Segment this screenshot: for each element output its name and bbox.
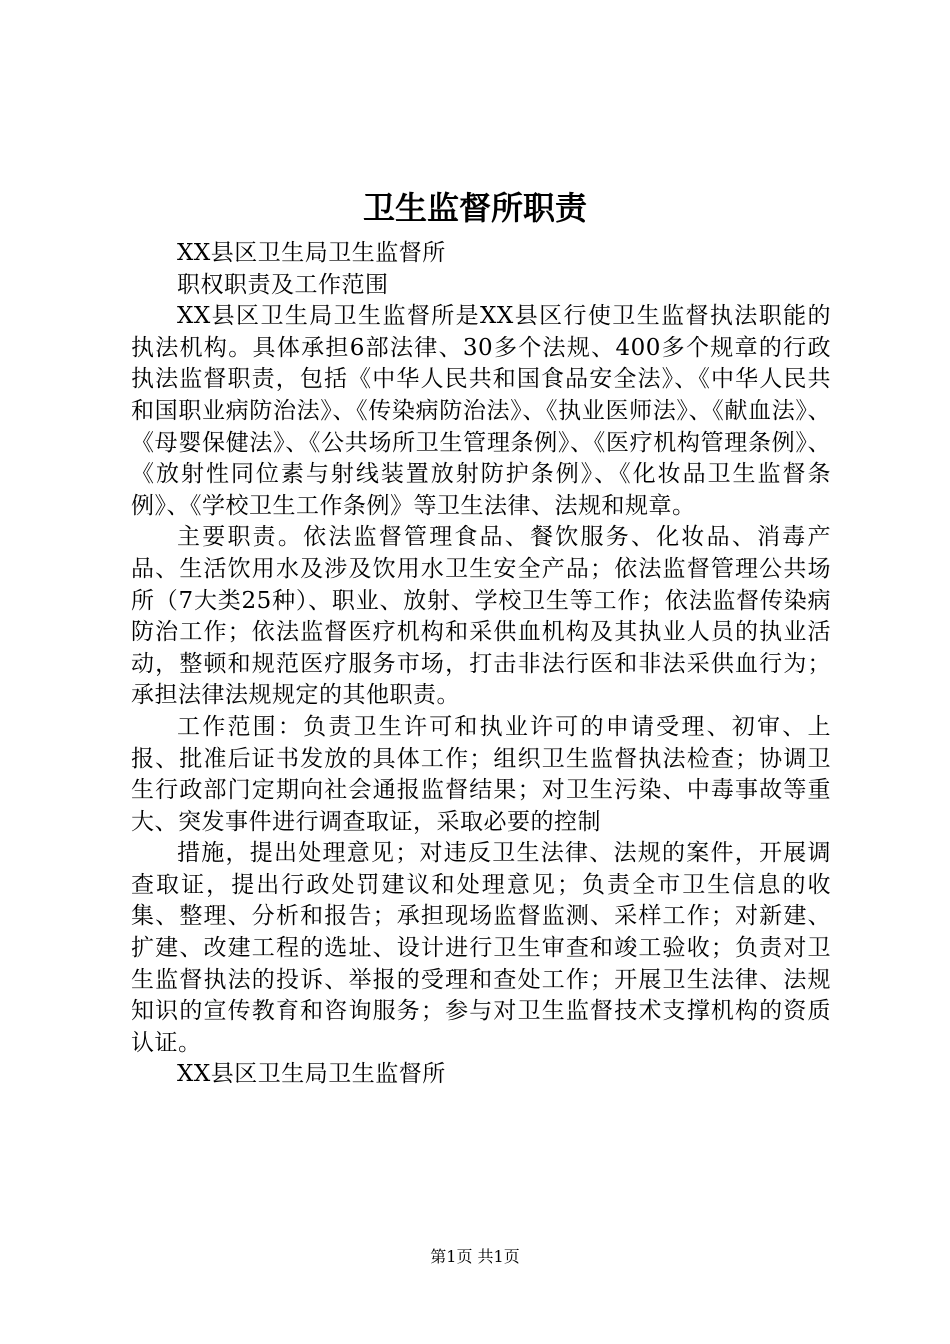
signature-line: XX县区卫生局卫生监督所 [177,1061,446,1088]
document-title: 卫生监督所职责 [362,189,587,227]
document-body [131,238,831,1091]
main-duties-paragraph: 主要职责。依法监督管理食品、餐饮服务、化妆品、消毒产品、生活饮用水及涉及饮用水卫生安全产品；依法监督管理公共场所（7大类25种）、职业、放射、学校卫生等工作；依法监督传染病防治工作；依法监督医疗机构和采供血机构及其执业人员的执业活动，整顿和规范医疗服务市场，打击非法行医和非法采供血行为；承担法律法规规定的其他职责。 [131,524,831,709]
page-number-footer: 第1页 共1页 [430,1247,520,1266]
work-scope-paragraph: 工作范围：负责卫生许可和执业许可的申请受理、初审、上报、批准后证书发放的具体工作；组织卫生监督执法检查；协调卫生行政部门定期向社会通报监督结果；对卫生污染、中毒事故等重大、突发事件进行调查取证，采取必要的控制 [131,713,831,835]
section-heading: 职权职责及工作范围 [177,271,389,298]
intro-paragraph: XX县区卫生局卫生监督所是XX县区行使卫生监督执法职能的执法机构。具体承担6部法律、30多个法规、400多个规章的行政执法监督职责，包括《中华人民共和国食品安全法》、《中华人民共和国职业病防治法》、《传染病防治法》、《执业医师法》、《献血法》、《母婴保健法》、《公共场所卫生管理条例》、《医疗机构管理条例》、《放射性同位素与射线装置放射防护条例》、《化妆品卫生监督条例》、《学校卫生工作条例》等卫生法律、法规和规章。 [131,303,831,519]
work-scope-continued-paragraph: 措施，提出处理意见；对违反卫生法律、法规的案件，开展调查取证，提出行政处罚建议和处理意见；负责全市卫生信息的收集、整理、分析和报告；承担现场监督监测、采样工作；对新建、扩建、改建工程的选址、设计进行卫生审查和竣工验收；负责对卫生监督执法的投诉、举报的受理和查处工作；开展卫生法律、法规知识的宣传教育和咨询服务；参与对卫生监督技术支撑机构的资质认证。 [131,840,831,1056]
org-name-line: XX县区卫生局卫生监督所 [177,240,446,266]
